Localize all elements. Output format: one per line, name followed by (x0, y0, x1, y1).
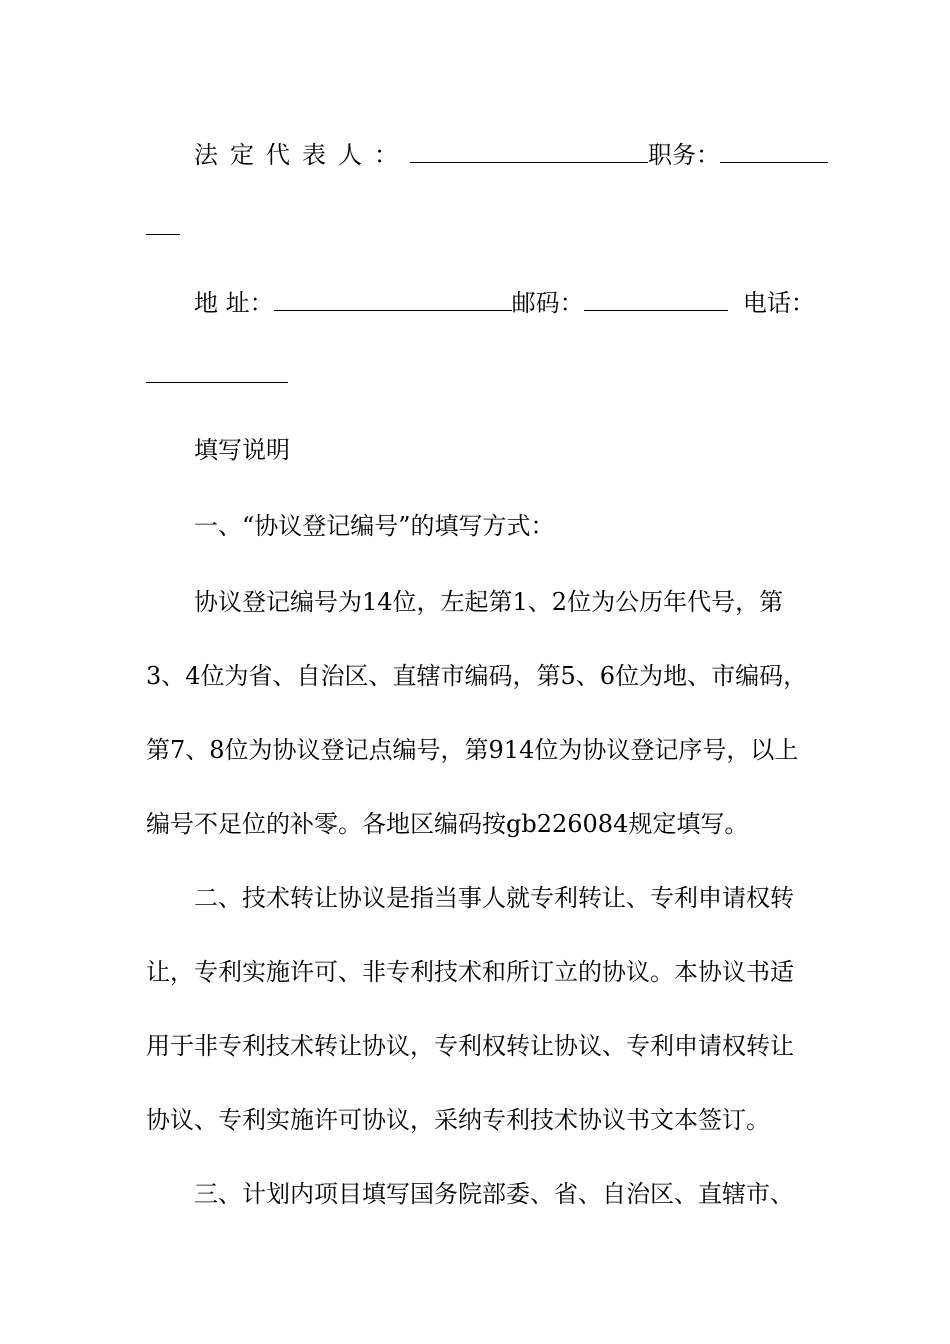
duty-blank-continued[interactable] (146, 210, 180, 235)
section-1-line: 3、4位为省、自治区、直辖市编码，第5、6位为地、市编码， (146, 662, 808, 690)
duty-blank[interactable] (720, 138, 828, 163)
rep-label: 法定代表人： (194, 141, 410, 169)
rep-row (194, 138, 864, 171)
section-1-heading: 一、“协议登记编号”的填写方式： (194, 512, 555, 540)
section-2-line: 协议、专利实施许可协议，采纳专利技术协议书文本签订。 (146, 1106, 770, 1134)
rep-blank[interactable] (410, 138, 648, 163)
duty-label: 职务： (648, 141, 720, 169)
section-3-line: 三、计划内项目填写国务院部委、省、自治区、直辖市、 (194, 1180, 794, 1208)
phone-blank-row (146, 358, 816, 391)
addr-blank[interactable] (274, 286, 512, 311)
section-2-line: 用于非专利技术转让协议，专利权转让协议、专利申请权转让 (146, 1032, 794, 1060)
section-1-line: 协议登记编号为14位，左起第1、2位为公历年代号，第 (194, 588, 784, 616)
instructions-title: 填写说明 (194, 436, 290, 464)
section-2-line: 二、技术转让协议是指当事人就专利转让、专利申请权转 (194, 884, 794, 912)
postcode-blank[interactable] (584, 286, 728, 311)
phone-label: 电话： (742, 289, 815, 317)
phone-blank[interactable] (146, 358, 288, 383)
section-1-line: 第7、8位为协议登记点编号，第914位为协议登记序号，以上 (146, 736, 799, 764)
duty-blank-continued-row (146, 210, 816, 243)
section-1-line: 编号不足位的补零。各地区编码按gb226084规定填写。 (146, 810, 749, 838)
postcode-label: 邮码： (511, 289, 584, 317)
addr-label: 地 址： (194, 289, 274, 317)
section-2-line: 让，专利实施许可、非专利技术和所订立的协议。本协议书适 (146, 958, 794, 986)
addr-row (194, 286, 864, 319)
